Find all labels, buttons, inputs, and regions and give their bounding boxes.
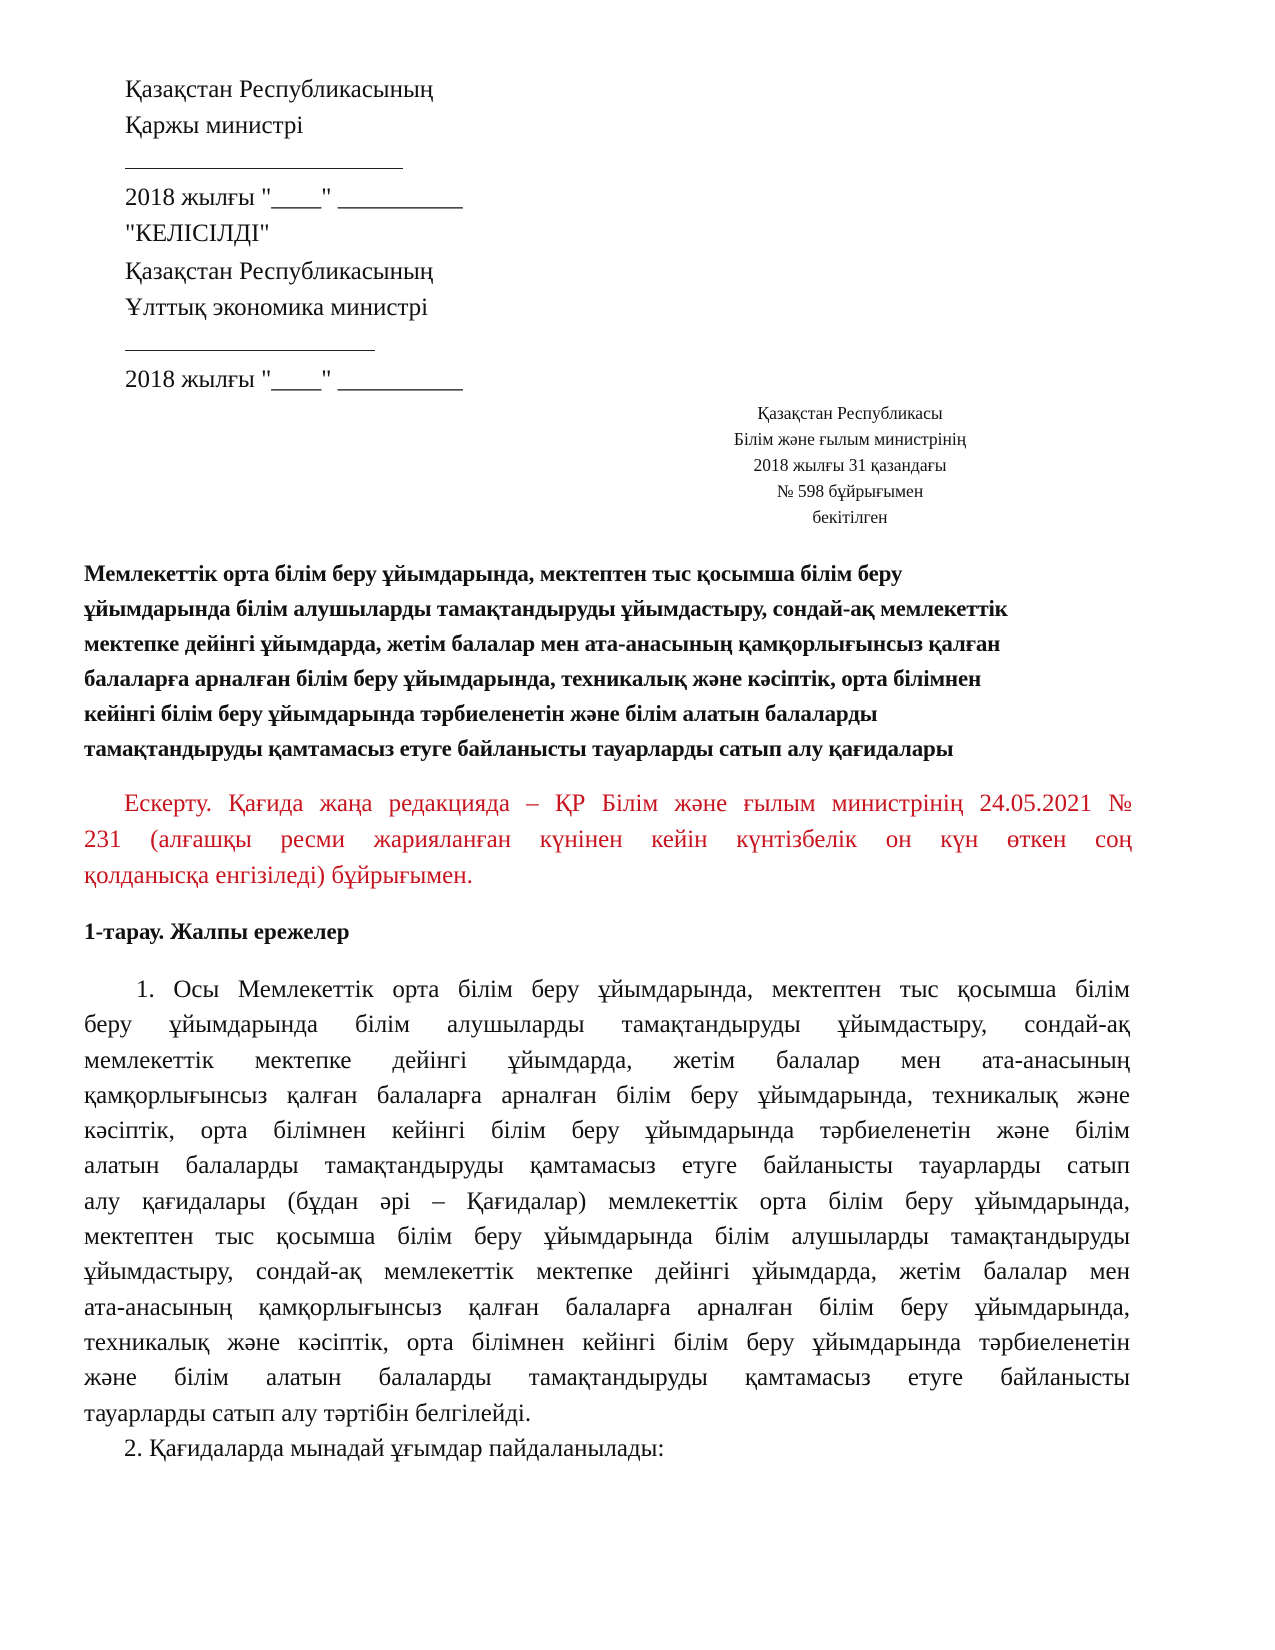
body-line: ұйымдастыру, сондай-ақ мемлекеттік мектепке дейінгі ұйымдарда, жетім балалар мен [84,1258,1130,1286]
paragraph-1 [84,972,1130,1466]
body-line: тауарларды сатып алу тәртібін белгілейді. [84,1399,532,1427]
title-line: кейінгі білім беру ұйымдарында тәрбиеленетін және білім алатын балаларды [84,701,878,726]
date-line: 2018 жылғы "____" __________ [125,366,463,393]
signature-line [125,326,463,362]
approval-line: бекітілген [812,507,888,527]
agreement-line: Қазақстан Республикасының [125,258,434,285]
paragraph-2: 2. Қағидаларда мынадай ұғымдар пайдаланылады: [124,1434,665,1462]
approval-line: Білім және ғылым министрінің [733,429,967,449]
agreement-line: Қаржы министрі [125,112,304,139]
date-line: 2018 жылғы "____" __________ [125,184,463,211]
approval-line: № 598 бұйрығымен [776,481,924,501]
document-title [84,556,1164,766]
agreed-label: "КЕЛІСІЛДІ" [125,220,270,247]
title-line: мектепке дейінгі ұйымдарда, жетім балалар мен ата-анасының қамқорлығынсыз қалған [84,631,1001,656]
agreement-block-economy [125,254,463,398]
approval-line: Қазақстан Республикасы [757,403,943,423]
approval-line: 2018 жылғы 31 қазандағы [753,455,947,475]
agreement-line: Ұлттық экономика министрі [125,294,429,321]
signature-line [125,144,463,180]
amendment-note [84,786,1132,894]
note-line: 231 (алғашқы ресми жарияланған күнінен кейін күнтізбелік он күн өткен соң [84,826,1132,853]
body-line: алатын балаларды тамақтандыруды қамтамасыз етуге байланысты тауарларды сатып [84,1152,1130,1180]
chapter-heading: 1-тарау. Жалпы ережелер [84,919,350,944]
body-line: 1. Осы Мемлекеттік орта білім беру ұйымдарында, мектептен тыс қосымша білім [136,976,1130,1003]
body-line: қамқорлығынсыз қалған балаларға арналған білім беру ұйымдарында, техникалық және [84,1081,1130,1109]
body-line: кәсіптік, орта білімнен кейінгі білім беру ұйымдарында тәрбиеленетін және білім [84,1117,1130,1145]
title-line: ұйымдарында білім алушыларды тамақтандыруды ұйымдастыру, сондай-ақ мемлекеттік [84,596,1008,621]
title-line: балаларға арналған білім беру ұйымдарында, техникалық және кәсіптік, орта білімнен [84,666,982,691]
body-line: ата-анасының қамқорлығынсыз қалған балаларға арналған білім беру ұйымдарында, [84,1293,1130,1321]
body-line: беру ұйымдарында білім алушыларды тамақтандыруды ұйымдастыру, сондай-ақ [84,1011,1130,1039]
body-line: мектептен тыс қосымша білім беру ұйымдарында білім алушыларды тамақтандыруды [84,1223,1130,1251]
note-line: қолданысқа енгізіледі) бұйрығымен. [84,862,473,889]
body-line: және білім алатын балаларды тамақтандыруды қамтамасыз етуге байланысты [84,1364,1130,1392]
agreement-block-finance [125,72,463,252]
body-line: техникалық және кәсіптік, орта білімнен кейінгі білім беру ұйымдарында тәрбиеленетін [84,1328,1130,1356]
note-line: Ескерту. Қағида жаңа редакцияда – ҚР Білім және ғылым министрінің 24.05.2021 № [124,790,1132,817]
title-line: тамақтандыруды қамтамасыз етуге байланысты тауарларды сатып алу қағидалары [84,736,954,761]
agreement-line: Қазақстан Республикасының [125,76,434,103]
body-line: алу қағидалары (бұдан әрі – Қағидалар) мемлекеттік орта білім беру ұйымдарында, [84,1187,1130,1215]
title-line: Мемлекеттік орта білім беру ұйымдарында, мектептен тыс қосымша білім беру [84,561,903,586]
approval-stamp [680,400,1020,530]
body-line: мемлекеттік мектепке дейінгі ұйымдарда, жетім балалар мен ата-анасының [84,1046,1130,1074]
